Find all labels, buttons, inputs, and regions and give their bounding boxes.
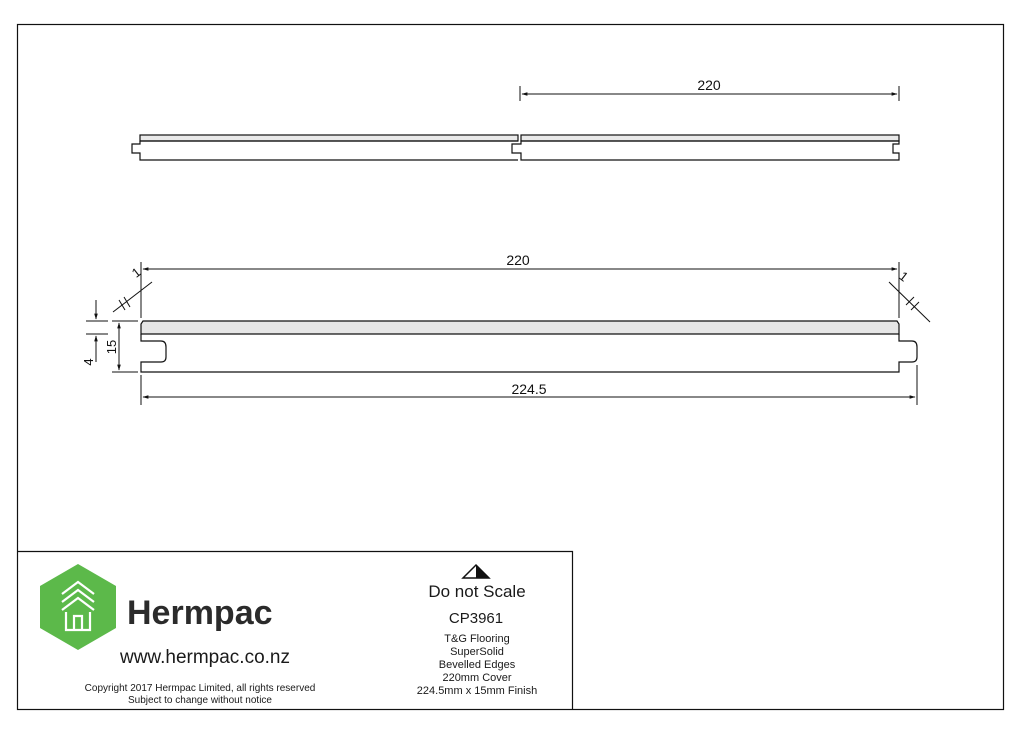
section-thickness-dimension	[104, 321, 138, 372]
section-layer-dimension	[81, 300, 108, 366]
section-top-layer: 4	[81, 358, 96, 366]
section-cover-width: 220	[506, 252, 530, 268]
drawing-code: CP3961	[448, 610, 504, 627]
top-view-board-right	[512, 135, 899, 160]
do-not-scale-warning: Do not Scale	[428, 582, 526, 601]
description-line: Bevelled Edges	[438, 659, 516, 671]
description-line: SuperSolid	[450, 646, 504, 658]
top-view-boards	[132, 135, 899, 160]
section-bevel-left-dimension	[113, 264, 152, 312]
top-view-board-left	[132, 135, 518, 160]
copyright-line-2: Subject to change without notice	[128, 695, 272, 706]
section-bevel-right-dimension	[889, 268, 930, 322]
section-overall-width: 224.5	[511, 381, 547, 397]
description-line: 220mm Cover	[442, 672, 512, 684]
hermpac-logo	[40, 564, 273, 650]
copyright-line-1: Copyright 2017 Hermpac Limited, all rights reserved	[84, 683, 316, 694]
section-bevel-right: 1	[896, 268, 912, 285]
section-bevel-left: 1	[128, 264, 144, 281]
website-link[interactable]: www.hermpac.co.nz	[119, 647, 291, 668]
section-thickness: 15	[104, 339, 119, 355]
section-cover-dimension	[141, 252, 899, 318]
section-overall-dimension	[141, 365, 917, 405]
logo-hexagon	[40, 564, 116, 650]
title-block	[18, 552, 573, 710]
warning-icon	[463, 565, 489, 578]
top-view-cover-width: 220	[697, 77, 721, 93]
description-line: T&G Flooring	[444, 633, 510, 645]
brand-name: Hermpac	[127, 594, 273, 632]
top-view-dimension	[520, 77, 899, 101]
description-line: 224.5mm x 15mm Finish	[416, 685, 538, 697]
section-view-board	[141, 321, 917, 372]
